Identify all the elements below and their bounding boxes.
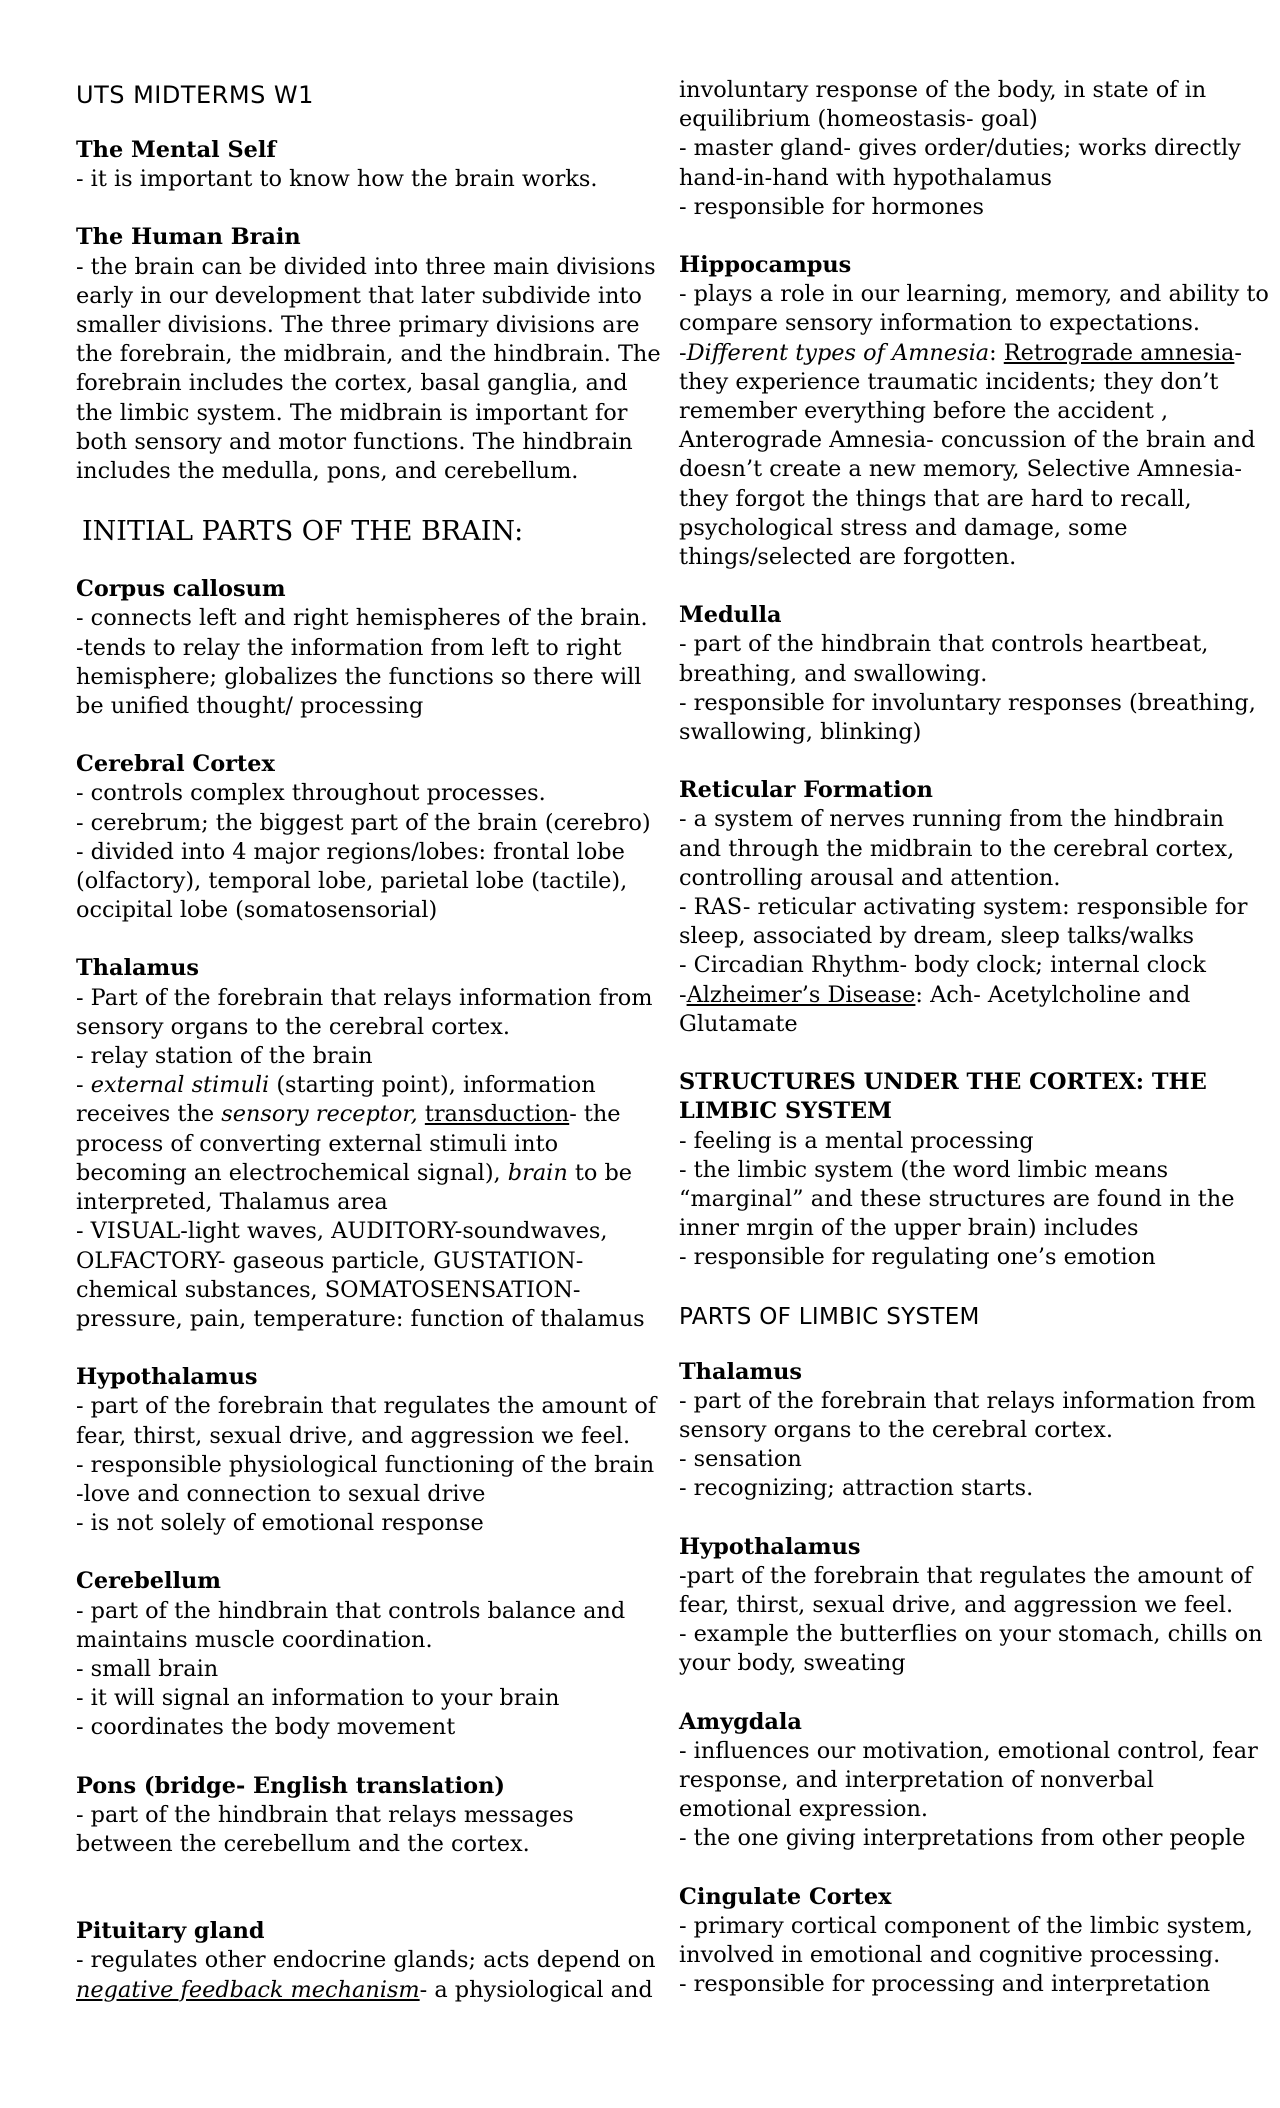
text-run: -: [679, 339, 687, 366]
body-line: - Part of the forebrain that relays information from sensory organs to the cerebral cortex.: [76, 984, 653, 1040]
body-line: - part of the hindbrain that controls heartbeat, breathing, and swallowing.: [679, 631, 1209, 687]
text-run: -: [679, 981, 687, 1008]
body-line: - RAS- reticular activating system: responsible for sleep, associated by dream, sleep talks/walks: [679, 894, 1248, 950]
italic-term: sensory receptor,: [221, 1101, 418, 1128]
body-line: - is not solely of emotional response: [76, 1510, 484, 1537]
section-pituitary: [76, 1917, 666, 2005]
section-title: Cerebral Cortex: [76, 751, 275, 778]
section-limbic-system: [679, 1068, 1269, 1272]
body-line: - responsible physiological functioning of the brain: [76, 1451, 655, 1478]
body-line: - responsible for processing and interpretation: [679, 1971, 1211, 1998]
text-run: :: [989, 339, 1004, 366]
body-line: - recognizing; attraction starts.: [679, 1475, 1034, 1502]
body-line: - part of the hindbrain that relays messages between the cerebellum and the cortex.: [76, 1801, 574, 1857]
body-line: [679, 981, 1269, 1039]
text-run: [418, 1101, 425, 1127]
section-title: Pons (bridge- English translation): [76, 1772, 505, 1799]
section-title: Thalamus: [679, 1358, 803, 1385]
section-thalamus: [76, 954, 666, 1334]
body-line: - it is important to know how the brain works.: [76, 166, 598, 193]
heading-initial-parts: INITIAL PARTS OF THE BRAIN:: [82, 516, 524, 548]
section-mental-self: [76, 136, 666, 194]
body-line: [76, 1071, 666, 1217]
section-human-brain: [76, 223, 666, 486]
section-medulla: [679, 601, 1269, 747]
body-line: -part of the forebrain that regulates the amount of fear, thirst, sexual drive, and aggression we feel.: [679, 1562, 1253, 1618]
italic-underlined-term: negative feedback mechanism: [76, 1976, 420, 2003]
italic-term: external stimuli: [90, 1072, 270, 1099]
body-line: - example the butterflies on your stomach, chills on your body, sweating: [679, 1621, 1263, 1677]
section-title: The Mental Self: [76, 137, 276, 163]
body-line: - responsible for involuntary responses (breathing, swallowing, blinking): [679, 689, 1256, 746]
section-title: The Human Brain: [76, 224, 301, 251]
body-line: - VISUAL-light waves, AUDITORY-soundwaves, OLFACTORY- gaseous particle, GUSTATION-chemical substances, SOMATOSENSATION-pressure, pain, temperature: function of thalamus: [76, 1218, 645, 1332]
section-title: Cingulate Cortex: [679, 1883, 892, 1910]
section-pons: [76, 1772, 666, 1860]
section-corpus-callosum: [76, 575, 666, 721]
section-title: Hypothalamus: [679, 1533, 861, 1560]
text-run: - a physiological and: [419, 1976, 653, 2003]
text-run: -they experience traumatic incidents; they don’t remember everything before the accident , Anterograde Amnesia- concussion of the brain and doesn’t create a new memory, Selective Amnesia-they forgot the things that are hard to recall, psychological stress and damage, some things/selected are forgotten.: [679, 339, 1256, 571]
underlined-term: transduction: [424, 1101, 570, 1128]
body-line: - connects left and right hemispheres of the brain.: [76, 605, 648, 632]
body-paragraph: - the brain can be divided into three main divisions early in our development that later subdivide into smaller divisions. The three primary divisions are the forebrain, the midbrain, and the hindbrain. The forebrain includes the cortex, basal ganglia, and the limbic system. The midbrain is important for both sensory and motor functions. The hindbrain includes the medulla, pons, and cerebellum.: [76, 253, 661, 485]
heading-parts-limbic: PARTS OF LIMBIC SYSTEM: [679, 1303, 980, 1330]
section-title: Hypothalamus: [76, 1364, 258, 1391]
body-line: - the limbic system (the word limbic means “marginal” and these structures are found in the inner mrgin of the upper brain) includes: [679, 1156, 1235, 1242]
section-cingulate-cortex: [679, 1883, 1269, 2000]
body-line: - coordinates the body movement: [76, 1714, 456, 1741]
section-title: Pituitary gland: [76, 1918, 265, 1945]
body-line: [76, 1946, 666, 2004]
text-run: -: [76, 1072, 91, 1099]
body-line: - it will signal an information to your brain: [76, 1685, 560, 1712]
body-line: - plays a role in our learning, memory, and ability to compare sensory information to expectations.: [679, 281, 1269, 337]
body-line: - influences our motivation, emotional control, fear response, and interpretation of nonverbal emotional expression.: [679, 1737, 1258, 1823]
section-title: Reticular Formation: [679, 777, 933, 804]
body-line: - part of the hindbrain that controls balance and maintains muscle coordination.: [76, 1597, 626, 1653]
section-title: Corpus callosum: [76, 576, 286, 603]
body-line: involuntary response of the body, in state of in equilibrium (homeostasis- goal): [679, 77, 1207, 133]
left-column: [76, 72, 666, 2034]
section-title: Hippocampus: [679, 252, 852, 279]
section-title: STRUCTURES UNDER THE CORTEX: THE LIMBIC SYSTEM: [679, 1069, 1207, 1125]
section-cerebral-cortex: [76, 750, 666, 925]
section-title: Cerebellum: [76, 1568, 221, 1595]
section-reticular-formation: [679, 776, 1269, 1039]
body-line: - a system of nerves running from the hindbrain and through the midbrain to the cerebral cortex, controlling arousal and attention.: [679, 806, 1235, 891]
body-line: - master gland- gives order/duties; works directly hand-in-hand with hypothalamus: [679, 135, 1241, 191]
section-title: Medulla: [679, 602, 782, 629]
body-line: - feeling is a mental processing: [679, 1127, 1034, 1154]
body-line: [679, 339, 1269, 573]
text-run: to be interpreted, Thalamus area: [76, 1159, 633, 1216]
body-line: - controls complex throughout processes.: [76, 780, 546, 807]
body-line: - the one giving interpretations from other people: [679, 1825, 1246, 1852]
body-line: - part of the forebrain that regulates the amount of fear, thirst, sexual drive, and aggression we feel.: [76, 1393, 657, 1449]
section-title: Amygdala: [679, 1708, 802, 1735]
underlined-term: Alzheimer’s Disease: [686, 981, 916, 1008]
body-line: - cerebrum; the biggest part of the brain (cerebro): [76, 809, 651, 836]
body-line: - part of the forebrain that relays information from sensory organs to the cerebral cortex.: [679, 1387, 1256, 1443]
underlined-term: Retrograde amnesia: [1003, 339, 1235, 366]
text-run: - regulates other endocrine glands; acts depend on: [76, 1947, 656, 1974]
body-line: - Circadian Rhythm- body clock; internal clock: [679, 952, 1206, 979]
text-run: : Ach- Acetylcholine and Glutamate: [679, 981, 1191, 1037]
italic-term: brain: [507, 1159, 568, 1186]
section-title: Thalamus: [76, 955, 200, 982]
section-cerebellum: [76, 1567, 666, 1742]
body-line: - relay station of the brain: [76, 1043, 373, 1070]
body-line: - responsible for regulating one’s emotion: [679, 1244, 1156, 1271]
text-run: (starting point), information receives the: [76, 1072, 596, 1128]
body-line: - responsible for hormones: [679, 193, 984, 220]
italic-term: Different types of Amnesia: [686, 339, 990, 366]
body-line: - small brain: [76, 1655, 219, 1682]
right-column: [679, 76, 1269, 2028]
body-line: - sensation: [679, 1446, 802, 1473]
body-line: -tends to relay the information from left to right hemisphere; globalizes the functions so there will be unified thought/ processing: [76, 634, 642, 720]
body-line: - primary cortical component of the limbic system, involved in emotional and cognitive processing.: [679, 1912, 1253, 1968]
section-amygdala: [679, 1708, 1269, 1854]
text-run: - the process of converting external stimuli into becoming an electrochemical signal),: [76, 1101, 621, 1186]
section-pituitary-continued: [679, 76, 1269, 222]
section-hippocampus: [679, 251, 1269, 572]
document-title: UTS MIDTERMS W1: [76, 81, 314, 109]
section-thalamus-limbic: [679, 1358, 1269, 1504]
section-hypothalamus: [76, 1363, 666, 1538]
section-hypothalamus-limbic: [679, 1533, 1269, 1679]
body-line: -love and connection to sexual drive: [76, 1480, 486, 1507]
body-line: - divided into 4 major regions/lobes: frontal lobe (olfactory), temporal lobe, parietal lobe (tactile), occipital lobe (somatosensorial): [76, 838, 628, 924]
